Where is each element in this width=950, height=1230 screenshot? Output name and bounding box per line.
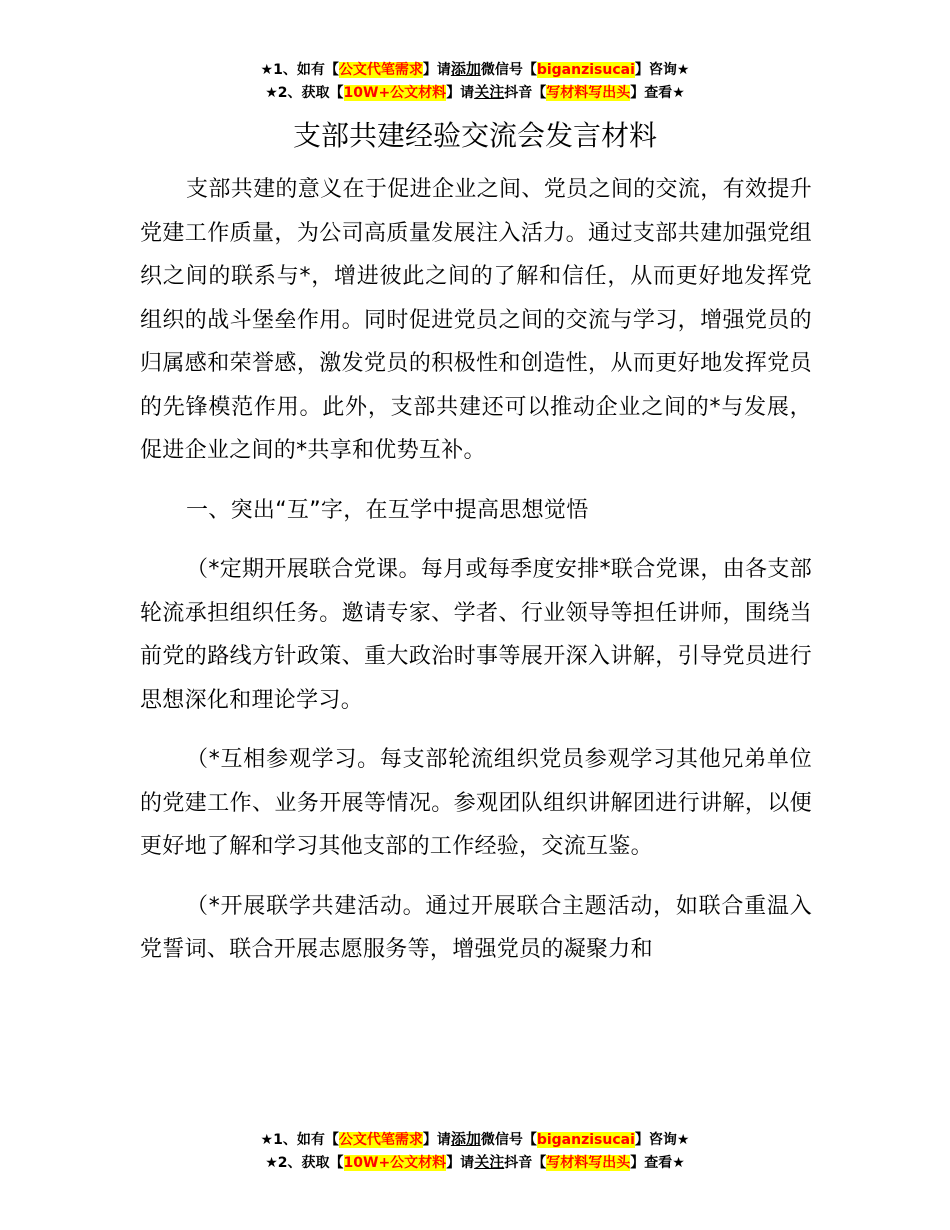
banner-underlined: 添加 (450, 1130, 481, 1148)
banner-text: 】咨询★ (634, 1132, 690, 1148)
banner-highlight: 公文代笔需求 (338, 62, 423, 78)
document-body (140, 168, 812, 988)
top-banner (0, 58, 950, 104)
paragraph: 支部共建的意义在于促进企业之间、党员之间的交流，有效提升党建工作质量，为公司高质量发展注入活力。通过支部共建加强党组织之间的联系与*，增进彼此之间的了解和信任，从而更好地发挥党组织的战斗堡垒作用。同时促进党员之间的交流与学习，增强党员的归属感和荣誉感，激发党员的积极性和创造性，从而更好地发挥党员的先锋模范作用。此外，支部共建还可以推动企业之间的*与发展，促进企业之间的*共享和优势互补。 (140, 177, 812, 463)
bottom-banner (0, 1128, 950, 1174)
section-heading: 一、突出“互”字，在互学中提高思想觉悟 (186, 497, 589, 523)
paragraph: （*定期开展联合党课。每月或每季度安排*联合党课，由各支部轮流承担组织任务。邀请专家、学者、行业领导等担任讲师，围绕当前党的路线方针政策、重大政治时事等展开深入讲解，引导党员进行思想深化和理论学习。 (140, 557, 812, 713)
banner-text: 微信号【 (480, 62, 537, 78)
banner-text: ★1、如有【 (260, 62, 339, 78)
banner-highlight: 写材料写出头 (546, 85, 631, 101)
paragraph: （*互相参观学习。每支部轮流组织党员参观学习其他兄弟单位的党建工作、业务开展等情况。参观团队组织讲解团进行讲解，以便更好地了解和学习其他支部的工作经验，交流互鉴。 (140, 747, 812, 859)
banner-text: 抖音【 (504, 1155, 547, 1171)
banner-line-1 (0, 58, 950, 81)
banner-line-2 (0, 1151, 950, 1174)
document-title: 支部共建经验交流会发言材料 (292, 119, 657, 152)
banner-highlight: 写材料写出头 (546, 1155, 631, 1171)
banner-text: ★1、如有【 (260, 1132, 339, 1148)
banner-highlight: 10W+公文材料 (343, 1155, 447, 1171)
banner-highlight: 10W+公文材料 (343, 85, 447, 101)
banner-text: 】查看★ (630, 1155, 685, 1171)
banner-line-2 (0, 81, 950, 104)
banner-text: 】咨询★ (634, 62, 690, 78)
banner-underlined: 关注 (474, 83, 505, 101)
banner-text: 】请 (446, 1155, 475, 1171)
banner-text: ★2、获取【 (265, 1155, 344, 1171)
banner-text: 】请 (422, 62, 451, 78)
banner-underlined: 添加 (450, 60, 481, 78)
banner-text: 】查看★ (630, 85, 685, 101)
banner-text: 微信号【 (480, 1132, 537, 1148)
banner-highlight: biganzisucai (536, 1132, 635, 1148)
banner-highlight: biganzisucai (536, 62, 635, 78)
banner-line-1 (0, 1128, 950, 1151)
banner-text: 】请 (422, 1132, 451, 1148)
banner-highlight: 公文代笔需求 (338, 1132, 423, 1148)
banner-text: 抖音【 (504, 85, 547, 101)
banner-underlined: 关注 (474, 1153, 505, 1171)
banner-text: ★2、获取【 (265, 85, 344, 101)
paragraph: （*开展联学共建活动。通过开展联合主题活动，如联合重温入党誓词、联合开展志愿服务等，增强党员的凝聚力和 (140, 893, 812, 962)
banner-text: 】请 (446, 85, 475, 101)
